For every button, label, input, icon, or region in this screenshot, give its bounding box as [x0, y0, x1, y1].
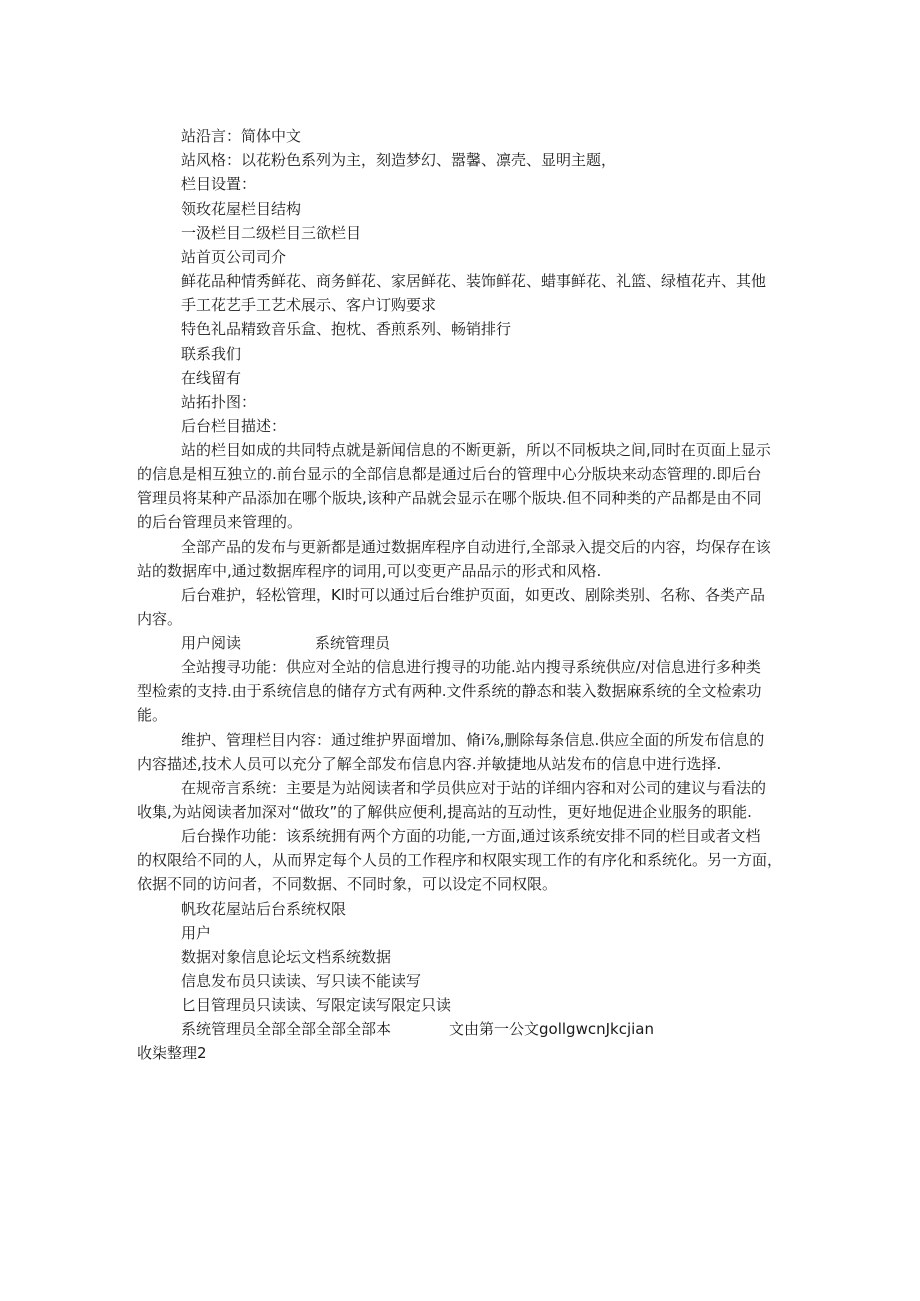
- paragraph-1-line: 站的栏目如成的共同特点就是新闻信息的不断更新，所以不同板块之间,同时在页面上显示: [181, 441, 771, 459]
- paragraph-7-line: 后台操作功能：该系统拥有两个方面的功能,一方面,通过该系统安排不同的栏目或者文档: [181, 827, 761, 845]
- paragraph-7-line: 依据不同的访问者，不同数据、不同时象，可以设定不同权限。: [137, 875, 558, 893]
- column-settings-heading: 栏目设置：: [181, 175, 257, 193]
- source-note: 文由第一公文gollgwcnJkcjian: [449, 1020, 654, 1038]
- paragraph-4-line: 全站搜寻功能：供应对全站的信息进行搜寻的功能.站内搜寻系统供应/对信息进行多种类: [181, 658, 761, 676]
- paragraph-7-line: 的权限给不同的人，从而界定每个人员的工作程序和权限实现工作的有序化和系统化。另一方面，: [137, 851, 783, 869]
- paragraph-1-line: 的后台管理员来管理的。: [137, 513, 303, 531]
- paragraph-2-line: 站的数据库中,通过数据库程序的词用,可以变更产品品示的形式和风格.: [137, 562, 602, 580]
- structure-title: 领玫花屋栏目结构: [181, 200, 302, 218]
- contact-line: 联系我们: [181, 345, 242, 363]
- sys-admin-permissions: 系统管理员全部全部全部全部本: [181, 1020, 392, 1038]
- flowers-line: 鲜花品种情秀鲜花、商务鲜花、家居鲜花、装饰鲜花、蜡事鲜花、礼篮、绿植花卉、其他: [181, 272, 767, 290]
- publisher-line: 信息发布员只读读、写只读不能读写: [181, 972, 422, 990]
- backend-desc-heading: 后台栏目描述：: [181, 417, 287, 435]
- paragraph-2-line: 全部产品的发布与更新都是通过数据库程序自动进行,全部录入提交后的内容，均保存在该: [181, 538, 771, 556]
- paragraph-1-line: 的信息是相互独立的.前台显示的全部信息都是通过后台的管理中心分版块来动态管理的.即后台: [137, 465, 762, 483]
- footer-note: 收柒整理2: [137, 1044, 207, 1062]
- data-object-line: 数据对象信息论坛文档系统数据: [181, 948, 392, 966]
- paragraph-1-line: 管理员将某种产品添加在哪个版块,该种产品就会显示在哪个版块.但不同种类的产品都是由不同: [137, 489, 762, 507]
- paragraph-3-line: 后台难护，轻松管理，Kl时可以通过后台维护页面，如更改、剧除类别、名称、各类产品: [181, 586, 766, 604]
- sys-admin-label: 系统管理员: [315, 634, 391, 652]
- roles-line: [181, 631, 390, 655]
- site-style-line: 站风格：以花粉色系列为主，刻造梦幻、嚣馨、凛壳、显明主题，: [181, 151, 617, 169]
- column-admin-line: 匕目管理员只读读、写限定读写限定只读: [181, 996, 452, 1014]
- user-label: 用户: [181, 924, 212, 942]
- sitemap-line: 站拓扑图：: [181, 393, 257, 411]
- paragraph-6-line: 收集,为站阅读者加深对“做玫”的了解供应便利,提高站的互动性，更好地促进企业服务的职能.: [137, 803, 752, 821]
- home-about-line: 站首页公司司介: [181, 248, 287, 266]
- user-read-label: 用户阅读: [181, 634, 242, 652]
- paragraph-5-line: 内容描述,技术人员可以充分了解全部发布信息内容.并敏捷地从站发布的信息中进行选择.: [137, 755, 722, 773]
- paragraph-5-line: 维护、管理栏目内容：通过维护界面增加、脩i⅞,删除每条信息.供应全面的所发布信息的: [181, 731, 765, 749]
- paragraph-6-line: 在规帝言系统：主要是为站阅读者和学员供应对于站的详细内容和对公司的建议与看法的: [181, 779, 767, 797]
- column-levels-line: 一汲栏目二级栏目三欲栏目: [181, 224, 362, 242]
- site-language-line: 站沿言：简体中文: [181, 127, 302, 145]
- paragraph-4-line: 型检索的支持.由于系统信息的储存方式有两种.文件系统的静态和装入数据麻系统的全文检索功: [137, 682, 762, 700]
- paragraph-3-line: 内容。: [137, 610, 183, 628]
- paragraph-4-line: 能。: [137, 706, 168, 724]
- gifts-line: 特色礼品精致音乐盒、抱枕、香煎系列、畅销排行: [181, 320, 512, 338]
- permissions-title: 帆玫花屋站后台系统权限: [181, 900, 347, 918]
- sys-admin-row: [181, 1017, 654, 1041]
- message-line: 在线留有: [181, 369, 242, 387]
- flowers-line-continued: 手工花艺手工艺术展示、客户订购要求: [181, 296, 437, 314]
